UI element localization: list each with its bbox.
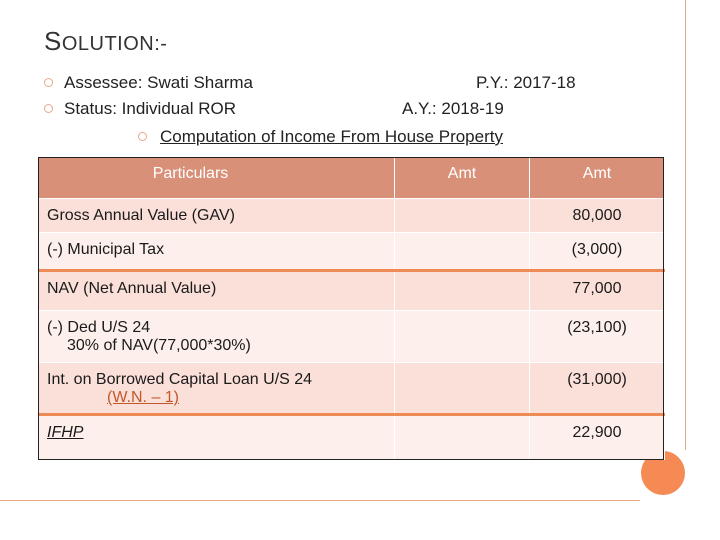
table-row — [39, 233, 665, 271]
row-amt-2: (3,000) — [530, 233, 665, 271]
header-amt-1: Amt — [395, 158, 530, 199]
table-row — [39, 199, 665, 233]
working-note-link[interactable]: (W.N. – 1) — [107, 389, 180, 406]
bullet-icon — [44, 78, 53, 87]
slide-title — [44, 26, 167, 57]
status-line: Status: Individual ROR — [64, 99, 236, 118]
bullet-icon — [138, 132, 147, 141]
table-row — [39, 271, 665, 311]
row-particular: (-) Municipal Tax — [39, 233, 395, 271]
slide-title-initial: S — [44, 26, 62, 56]
row-amt-1 — [395, 199, 530, 233]
table-row — [39, 415, 665, 460]
row-amt-2: (31,000) — [530, 363, 665, 415]
table-header-row — [39, 158, 665, 199]
row-amt-2: 80,000 — [530, 199, 665, 233]
row-particular: Gross Annual Value (GAV) — [39, 199, 395, 233]
row-amt-2: 77,000 — [530, 271, 665, 311]
row-amt-1 — [395, 271, 530, 311]
income-computation-table — [38, 157, 665, 460]
row-amt-1 — [395, 233, 530, 271]
row-particular: NAV (Net Annual Value) — [39, 271, 395, 311]
row-particular-line2: 30% of NAV(77,000*30%) — [67, 337, 251, 354]
header-amt-2: Amt — [530, 158, 665, 199]
assessee-line: Assessee: Swati Sharma — [64, 73, 253, 92]
bullet-icon — [44, 104, 53, 113]
row-particular — [39, 415, 395, 460]
row-particular — [39, 311, 395, 363]
ay-line: A.Y.: 2018-19 — [402, 99, 504, 118]
frame-right-line — [685, 0, 686, 450]
row-amt-1 — [395, 311, 530, 363]
py-line: P.Y.: 2017-18 — [476, 73, 576, 92]
header-particulars: Particulars — [39, 158, 395, 199]
row-amt-2: (23,100) — [530, 311, 665, 363]
row-particular-line1: (-) Ded U/S 24 — [47, 319, 151, 336]
row-amt-2: 22,900 — [530, 415, 665, 460]
row-particular — [39, 363, 395, 415]
row-amt-1 — [395, 363, 530, 415]
row-amt-1 — [395, 415, 530, 460]
frame-bottom-line — [0, 500, 640, 501]
table-row — [39, 311, 665, 363]
table-row — [39, 363, 665, 415]
slide-title-rest: OLUTION:- — [61, 33, 168, 55]
ifhp-label: IFHP — [47, 424, 84, 441]
computation-heading: Computation of Income From House Property — [160, 127, 503, 146]
row-particular-line1: Int. on Borrowed Capital Loan U/S 24 — [47, 371, 313, 388]
